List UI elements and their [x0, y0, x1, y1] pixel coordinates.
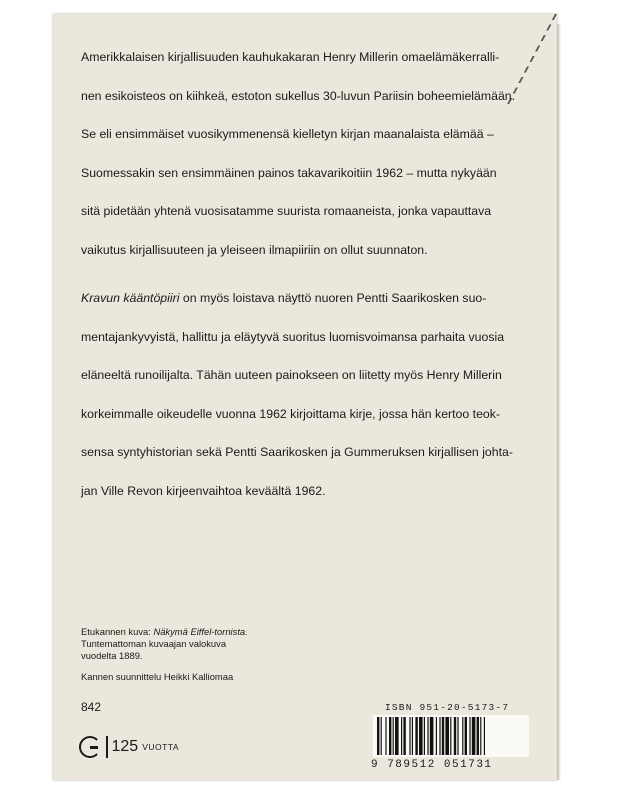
- photo-credit-line: Tuntemattoman kuvaajan valokuva: [81, 638, 227, 649]
- isbn-label: ISBN 951-20-5173-7: [385, 702, 510, 713]
- barcode-digits: 9 789512 051731: [371, 759, 493, 771]
- blurb-line: Amerikkalaisen kirjallisuuden kauhukakaran Henry Millerin omaelämäkerralli-: [81, 50, 500, 64]
- blurb-line: Se eli ensimmäiset vuosikymmenensä kielletyn kirjan maanalaista elämää –: [81, 127, 494, 141]
- blurb-line: korkeimmalle oikeudelle vuonna 1962 kirjoittama kirje, jossa hän kertoo teok-: [81, 406, 500, 421]
- barcode: [373, 715, 529, 757]
- blurb-line: eläneeltä runoilijalta. Tähän uuteen painokseen on liitetty myös Henry Millerin: [81, 368, 502, 382]
- blurb-line: nen esikoisteos on kiihkeä, estoton sukellus 30-luvun Pariisin boheemielämään.: [81, 88, 516, 103]
- blurb-line: mentajankyvyistä, hallittu ja eläytyvä suoritus luomisvoimansa parhaita vuosia: [81, 329, 505, 344]
- photo-credit-line: vuodelta 1889.: [81, 650, 143, 661]
- blurb-line: [81, 279, 531, 318]
- cover-image-credit: Etukannen kuva: Näkymä Eiffel-tornista.: [81, 626, 248, 637]
- code-number: 842: [81, 700, 102, 714]
- book-title-italic: Kravun kääntöpiiri: [81, 291, 180, 305]
- cover-credits: [81, 626, 248, 683]
- blurb-line: sensa syntyhistorian sekä Pentti Saarikosken ja Gummeruksen kirjallisen johta-: [81, 445, 513, 459]
- logo-number: 125: [111, 738, 139, 755]
- book-back-cover: [53, 14, 557, 780]
- g-logo-icon: [79, 736, 101, 758]
- logo-word: VUOTTA: [142, 742, 180, 752]
- barcode-icon: [373, 715, 529, 757]
- design-credit: Kannen suunnittelu Heikki Kalliomaa: [81, 671, 234, 682]
- blurb-line: Suomessakin sen ensimmäinen painos takavarikoitiin 1962 – mutta nykyään: [81, 165, 497, 180]
- blurb-line-rest: on myös loistava näyttö nuoren Pentti Saarikosken suo-: [179, 291, 487, 305]
- blurb-line: vaikutus kirjallisuuteen ja yleiseen ilmapiiriin on ollut suunnaton.: [81, 242, 428, 257]
- blurb-text: [81, 38, 531, 510]
- blurb-line: jan Ville Revon kirjeenvaihtoa keväältä 1962.: [81, 483, 326, 498]
- cover-edge-shadow: [557, 24, 561, 780]
- blurb-line: sitä pidetään yhtenä vuosisatamme suurista romaaneista, jonka vapauttava: [81, 204, 492, 218]
- publisher-logo: [79, 736, 179, 758]
